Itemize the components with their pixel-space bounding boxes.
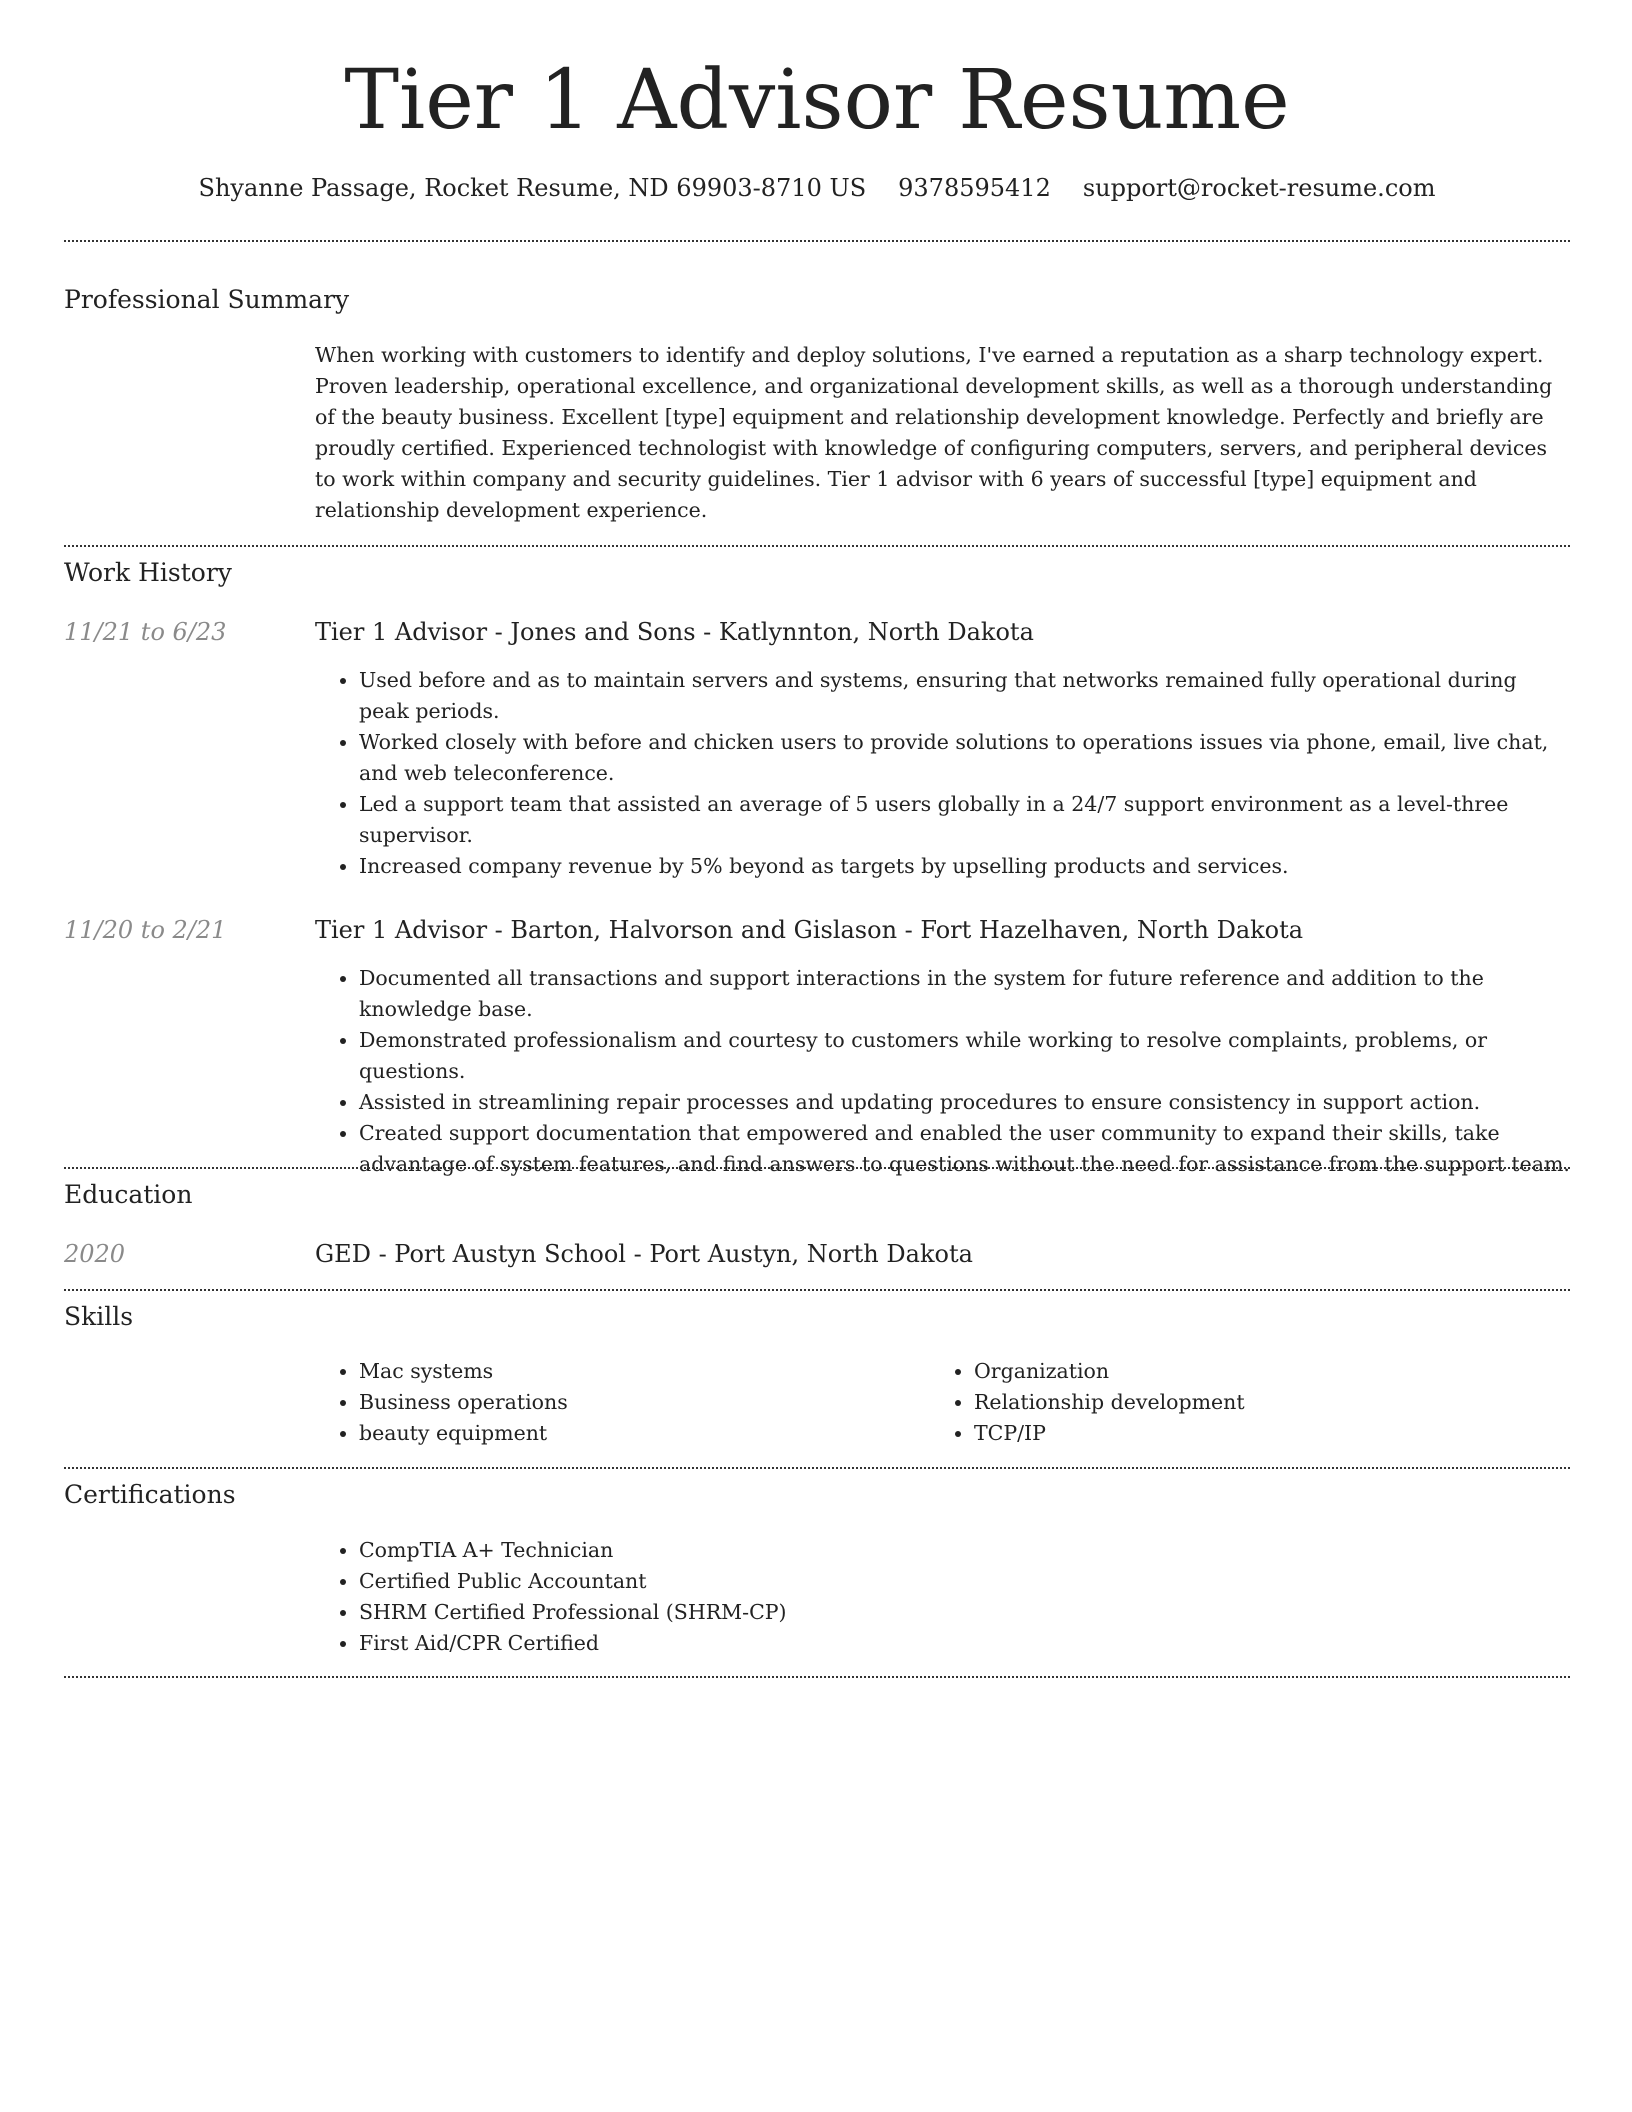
certifications-list [315,1535,1570,1659]
job-dates: 11/20 to 2/21 [64,916,227,944]
divider-work [64,1167,1570,1169]
job-dates: 11/21 to 6/23 [64,618,227,646]
resume-title: Tier 1 Advisor Resume [344,53,1290,148]
job-bullet: • Increased company revenue by 5% beyond as targets by upselling products and services. [359,851,1570,882]
certification-item: • SHRM Certified Professional (SHRM-CP) [359,1597,1570,1628]
skill-item: • Organization [974,1356,1245,1387]
skills-block [315,1356,1570,1452]
certification-item: • Certified Public Accountant [359,1566,1570,1597]
job-bullets [315,665,1570,882]
divider-certifications [64,1676,1570,1678]
section-heading-skills: Skills [64,1302,134,1331]
skills-list-right [930,1356,1245,1449]
divider-header [64,240,1570,242]
divider-summary [64,545,1570,547]
skill-item: • TCP/IP [974,1418,1245,1449]
education-year: 2020 [64,1240,126,1268]
contact-email: support@rocket-resume.com [1082,174,1436,202]
certification-item: • First Aid/CPR Certified [359,1628,1570,1659]
job-bullet: • Documented all transactions and support interactions in the system for future reference and addition to the knowledge base. [359,963,1570,1025]
job-bullet: • Created support documentation that empowered and enabled the user community to expand their skills, take advantage of system features, and find answers to questions without the need for assistance from the support team. [359,1118,1570,1180]
education-title: GED - Port Austyn School - Port Austyn, North Dakota [315,1240,973,1268]
skill-item: • Business operations [359,1387,568,1418]
job-entry [315,914,1570,1180]
summary-block [315,340,1570,526]
contact-phone: 9378595412 [898,174,1051,202]
job-bullets [315,963,1570,1180]
job-bullet: • Worked closely with before and chicken users to provide solutions to operations issues via phone, email, live chat, and web teleconference. [359,727,1570,789]
skill-item: • Relationship development [974,1387,1245,1418]
section-heading-education: Education [64,1180,193,1209]
job-entry [315,616,1570,882]
skill-item: • beauty equipment [359,1418,568,1449]
section-heading-certifications: Certifications [64,1480,236,1509]
contact-line [64,172,1570,204]
divider-education [64,1289,1570,1291]
contact-address: Shyanne Passage, Rocket Resume, ND 69903-8710 US [198,174,867,202]
section-heading-work: Work History [64,558,232,587]
divider-skills [64,1467,1570,1469]
skills-list-left [315,1356,568,1449]
job-bullet: • Led a support team that assisted an average of 5 users globally in a 24/7 support environment as a level-three supervisor. [359,789,1570,851]
education-entry [315,1238,1570,1270]
job-title: Tier 1 Advisor - Barton, Halvorson and Gislason - Fort Hazelhaven, North Dakota [315,916,1304,944]
section-heading-summary: Professional Summary [64,285,350,314]
summary-text: When working with customers to identify and deploy solutions, I've earned a reputation as a sharp technology expert. Proven leadership, operational excellence, and organizational development skills, as well as a thorough understanding of the beauty business. Excellent [type] equipment and relationship development knowledge. Perfectly and briefly are proudly certified. Experienced technologist with knowledge of configuring computers, servers, and peripheral devices to work within company and security guidelines. Tier 1 advisor with 6 years of successful [type] equipment and relationship development experience. [315,343,1553,522]
certification-item: • CompTIA A+ Technician [359,1535,1570,1566]
job-title: Tier 1 Advisor - Jones and Sons - Katlynnton, North Dakota [315,618,1034,646]
skill-item: • Mac systems [359,1356,568,1387]
certifications-block [315,1535,1570,1659]
job-bullet: • Used before and as to maintain servers and systems, ensuring that networks remained fully operational during peak periods. [359,665,1570,727]
job-bullet: • Assisted in streamlining repair processes and updating procedures to ensure consistency in support action. [359,1087,1570,1118]
job-bullet: • Demonstrated professionalism and courtesy to customers while working to resolve complaints, problems, or questions. [359,1025,1570,1087]
